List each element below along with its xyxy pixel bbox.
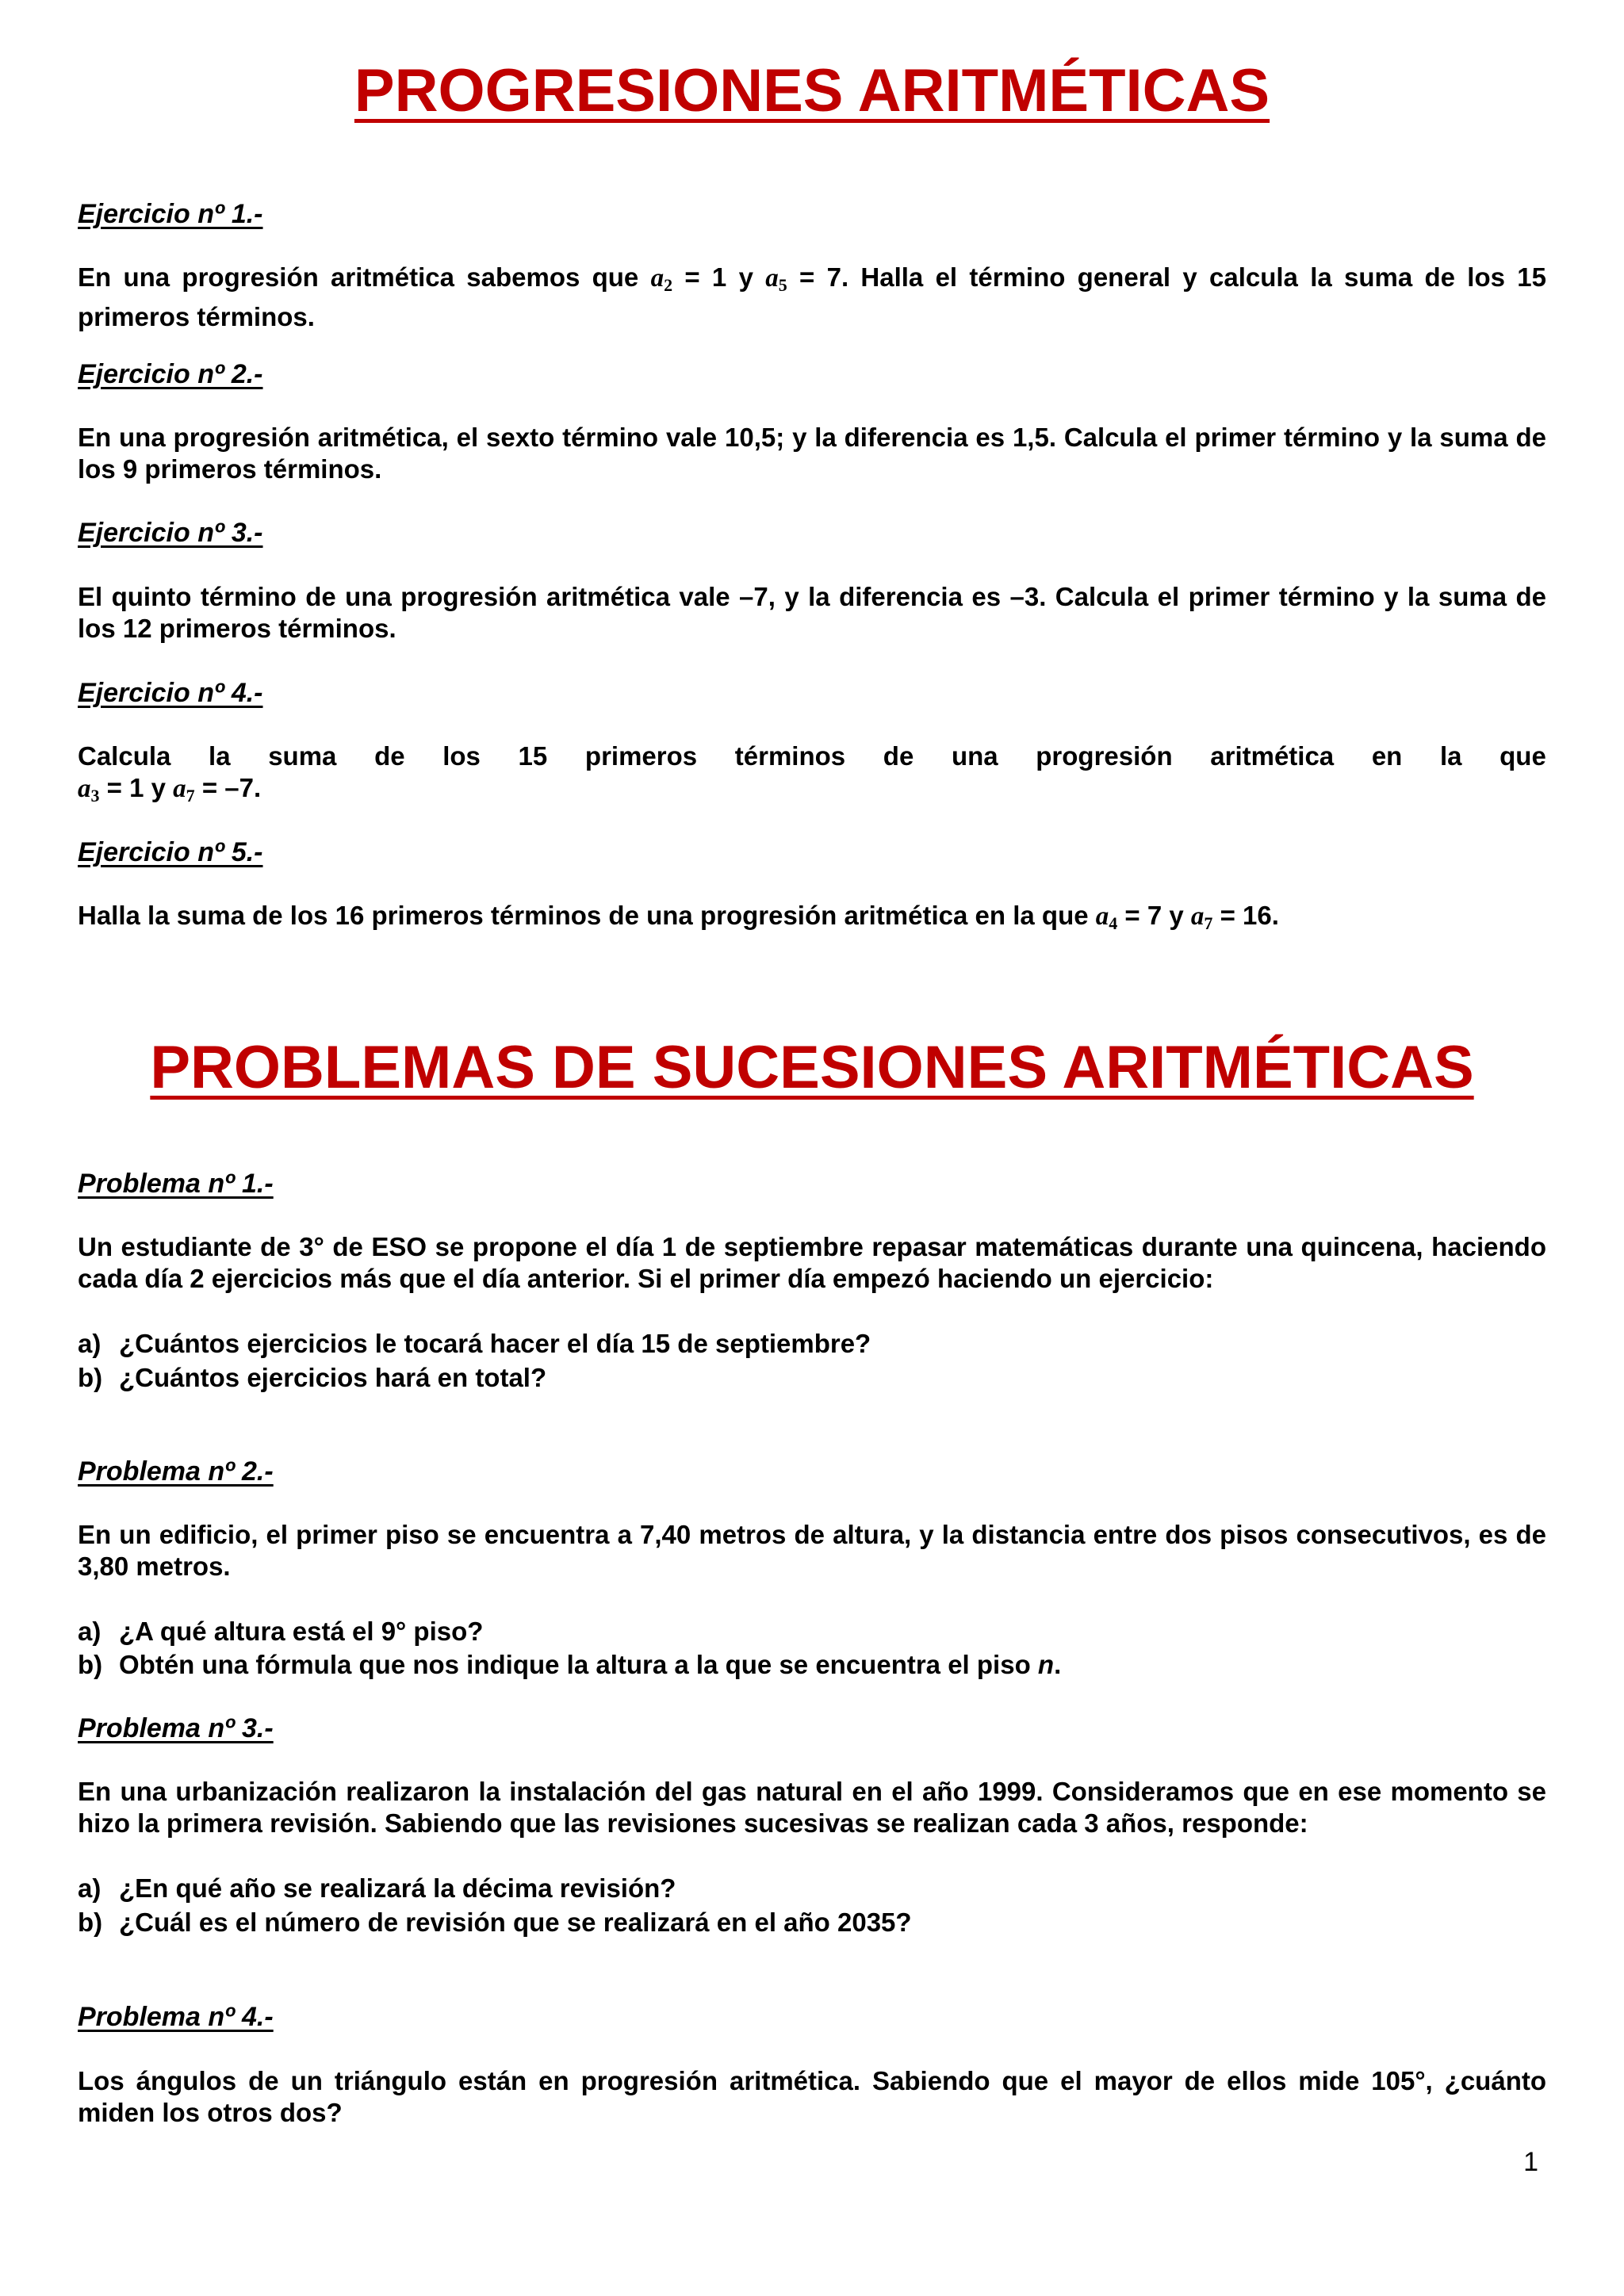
problem-2-item-a-label: a) bbox=[78, 1617, 102, 1646]
problem-4-text: Los ángulos de un triángulo están en progresión aritmética. Sabiendo que el mayor de ellos mide 105°, ¿cuánto miden los otros dos? bbox=[78, 2066, 1546, 2127]
problem-2-item-b-end: . bbox=[1054, 1650, 1062, 1679]
problem-1-item-b bbox=[78, 1362, 1546, 1394]
exercise-2-text: En una progresión aritmética, el sexto término vale 10,5; y la diferencia es 1,5. Calcula el primer término y la suma de los 9 primeros términos. bbox=[78, 423, 1546, 484]
exercise-4-word: en bbox=[1371, 741, 1403, 771]
problem-1-item-a-label: a) bbox=[78, 1329, 102, 1358]
exercise-4-conj: y bbox=[144, 773, 174, 802]
problem-3-item-b bbox=[78, 1907, 1546, 1938]
exercise-5-var2: $a_7$ bbox=[1190, 902, 1213, 933]
exercise-1-text bbox=[78, 262, 1546, 333]
exercise-4-second-line bbox=[78, 772, 1546, 812]
section-title-text: PROBLEMAS DE SUCESIONES ARITMÉTICAS bbox=[150, 1034, 1474, 1101]
exercise-5-var1: $a_4$ bbox=[1095, 902, 1118, 933]
problem-3-item-b-text: ¿Cuál es el número de revisión que se realizará en el año 2035? bbox=[119, 1908, 912, 1937]
exercise-1-var1: $a_2$ bbox=[650, 264, 673, 295]
exercise-4-word: de bbox=[883, 741, 914, 771]
problem-2-item-b-text: Obtén una fórmula que nos indique la altura a la que se encuentra el piso bbox=[119, 1650, 1038, 1679]
problem-3-item-a-text: ¿En qué año se realizará la décima revisión? bbox=[119, 1873, 676, 1903]
exercise-1-text-b: Halla el término general y calcula la suma de los 15 primeros términos. bbox=[78, 262, 1546, 331]
exercise-4-word: la bbox=[1439, 741, 1462, 771]
exercise-4-word: de bbox=[374, 741, 405, 771]
exercise-4-var1: $a_3$ bbox=[78, 775, 100, 806]
problem-4-heading: Problema nº 4.- bbox=[78, 2002, 274, 2032]
exercise-5-conj: y bbox=[1162, 901, 1191, 930]
exercise-5-eq1: = 7 bbox=[1117, 901, 1162, 930]
exercise-4-word: los bbox=[442, 741, 481, 771]
exercise-4-word: primeros bbox=[584, 741, 698, 771]
exercise-4-word: la bbox=[209, 741, 231, 771]
problem-2-item-b bbox=[78, 1649, 1546, 1681]
exercise-4-eq1: = 1 bbox=[99, 773, 144, 802]
exercise-1-text-a: En una progresión aritmética sabemos que bbox=[78, 262, 651, 292]
exercise-4-word: suma bbox=[268, 741, 337, 771]
exercise-5-eq2: = 16. bbox=[1212, 901, 1279, 930]
problem-1-text: Un estudiante de 3° de ESO se propone el día 1 de septiembre repasar matemáticas durante una quincena, haciendo cada día 2 ejercicios más que el día anterior. Si el primer día empezó haciendo un ejercicio: bbox=[78, 1232, 1546, 1293]
problem-3-text: En una urbanización realizaron la instalación del gas natural en el año 1999. Consideramos que en ese momento se hizo la primera revisión. Sabiendo que las revisiones sucesivas se realizan cada 3 años, responde: bbox=[78, 1777, 1546, 1838]
problem-2-item-a-text: ¿A qué altura está el 9° piso? bbox=[119, 1617, 484, 1646]
exercise-4-word: términos bbox=[734, 741, 846, 771]
exercise-1-heading: Ejercicio nº 1.- bbox=[78, 199, 263, 229]
problem-2-item-a bbox=[78, 1616, 1546, 1647]
exercise-4-var2: $a_7$ bbox=[173, 775, 195, 806]
exercise-4-text bbox=[78, 740, 1546, 812]
problem-3-item-a bbox=[78, 1873, 1546, 1904]
section-title bbox=[0, 1032, 1624, 1104]
problem-2-text: En un edificio, el primer piso se encuentra a 7,40 metros de altura, y la distancia entre dos pisos consecutivos, es de 3,80 metros. bbox=[78, 1520, 1546, 1581]
page-number: 1 bbox=[1523, 2147, 1538, 2177]
problem-3-heading: Problema nº 3.- bbox=[78, 1713, 274, 1743]
exercise-4-eq2: = –7. bbox=[194, 773, 262, 802]
exercise-5-text-a: Halla la suma de los 16 primeros términos de una progresión aritmética en la que bbox=[78, 901, 1096, 930]
exercise-4-word: aritmética bbox=[1210, 741, 1335, 771]
exercise-4-word: 15 bbox=[518, 741, 548, 771]
exercise-4-first-line bbox=[78, 740, 1546, 772]
problem-1-item-b-text: ¿Cuántos ejercicios hará en total? bbox=[119, 1363, 547, 1392]
problem-3-item-a-label: a) bbox=[78, 1873, 102, 1903]
exercise-1-conj: y bbox=[726, 262, 766, 292]
exercise-4-word: que bbox=[1500, 741, 1546, 771]
problem-3-item-b-label: b) bbox=[78, 1908, 103, 1937]
exercise-5-heading: Ejercicio nº 5.- bbox=[78, 837, 263, 867]
exercise-1-var2: $a_5$ bbox=[765, 264, 787, 295]
exercise-4-word: una bbox=[951, 741, 998, 771]
exercise-1-eq2: = 7. bbox=[787, 262, 849, 292]
exercise-3-text: El quinto término de una progresión aritmética vale –7, y la diferencia es –3. Calcula el primer término y la suma de los 12 primeros términos. bbox=[78, 582, 1546, 643]
exercise-1-eq1: = 1 bbox=[672, 262, 727, 292]
exercise-4-heading: Ejercicio nº 4.- bbox=[78, 678, 263, 708]
main-title-text: PROGRESIONES ARITMÉTICAS bbox=[354, 57, 1270, 124]
exercise-4-word: progresión bbox=[1036, 741, 1173, 771]
exercise-3-heading: Ejercicio nº 3.- bbox=[78, 518, 263, 548]
problem-1-item-a bbox=[78, 1328, 1546, 1360]
main-title bbox=[0, 55, 1624, 127]
problem-1-heading: Problema nº 1.- bbox=[78, 1169, 274, 1199]
problem-2-item-b-label: b) bbox=[78, 1650, 103, 1679]
problem-2-item-b-var: n bbox=[1037, 1650, 1055, 1679]
problem-1-item-b-label: b) bbox=[78, 1363, 103, 1392]
problem-1-item-a-text: ¿Cuántos ejercicios le tocará hacer el día 15 de septiembre? bbox=[119, 1329, 871, 1358]
exercise-2-heading: Ejercicio nº 2.- bbox=[78, 359, 263, 389]
exercise-5-text bbox=[78, 900, 1546, 939]
exercise-4-word: Calcula bbox=[78, 741, 171, 771]
problem-2-heading: Problema nº 2.- bbox=[78, 1456, 274, 1487]
